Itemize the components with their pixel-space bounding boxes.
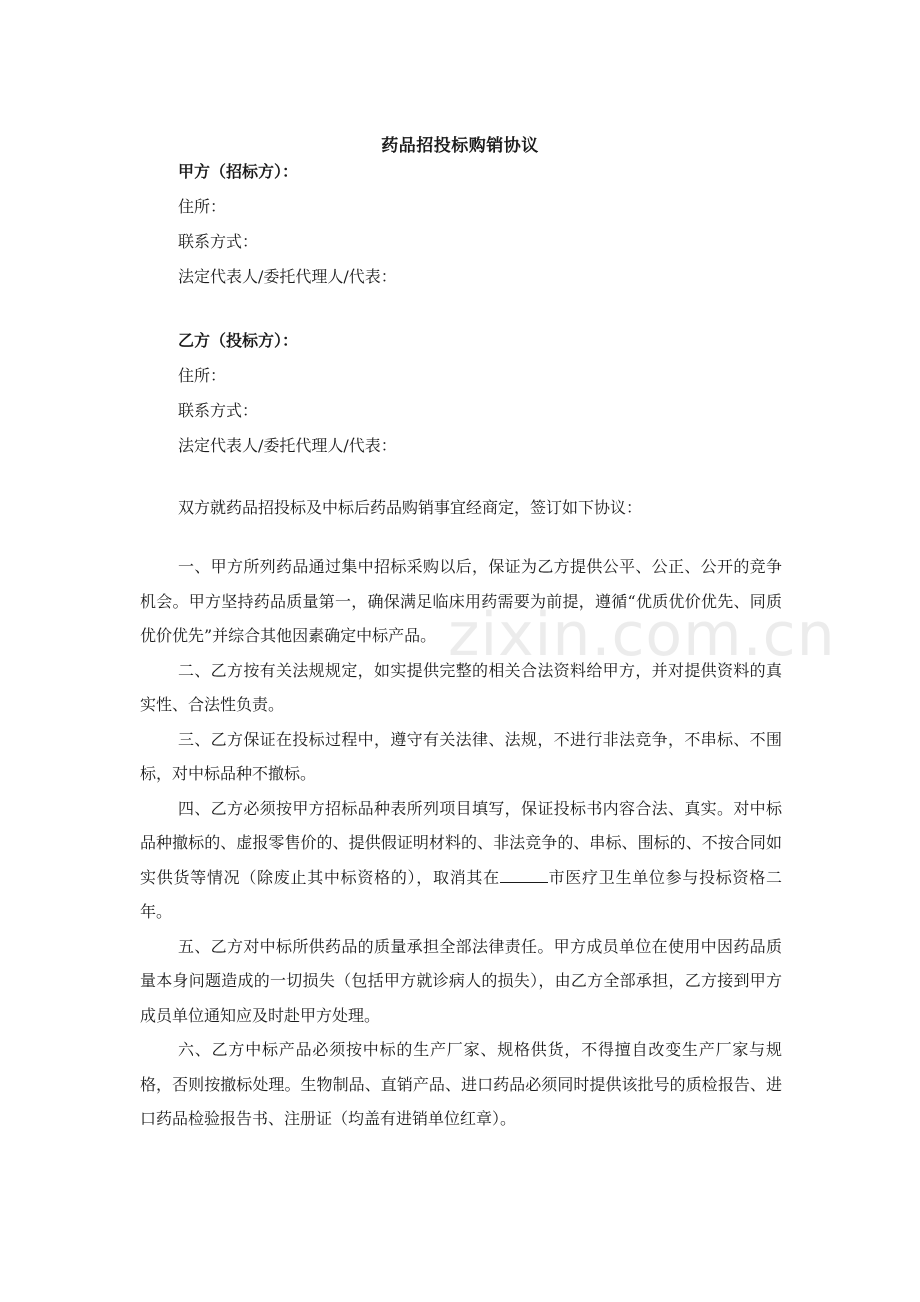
- party-a-section: [178, 155, 782, 294]
- clause-6: 六、乙方中标产品必须按中标的生产厂家、规格供货，不得擅自改变生产厂家与规格，否则按撤标处理。生物制品、直销产品、进口药品必须同时提供该批号的质检报告、进口药品检验报告书、注册证（均盖有进销单位红章）。: [140, 1040, 782, 1128]
- party-b-representative-label: 法定代表人/委托代理人/代表：: [178, 436, 397, 455]
- party-a-contact-label: 联系方式：: [178, 232, 259, 251]
- party-b-section: [178, 324, 782, 463]
- clause-4: [140, 792, 782, 930]
- city-blank-field: [500, 864, 548, 883]
- agreement-intro: 双方就药品招投标及中标后药品购销事宜经商定，签订如下协议：: [178, 498, 643, 517]
- party-b-address-label: 住所：: [178, 366, 227, 385]
- clause-1: 一、甲方所列药品通过集中招标采购以后，保证为乙方提供公平、公正、公开的竞争机会。甲方坚持药品质量第一，确保满足临床用药需要为前提，遵循“优质优价优先、同质优价优先”并综合其他因素确定中标产品。: [140, 557, 782, 645]
- party-b-heading: 乙方（投标方）：: [178, 331, 299, 350]
- clause-4-text-before-blank: 四、乙方必须按甲方招标品种表所列项目填写，保证投标书内容合法、真实。对中标品种撤标的、虚报零售价的、提供假证明材料的、非法竞争的、串标、围标的、不按合同如实供货等情况（除废止其中标资格的），取消其在: [140, 798, 782, 887]
- clause-4-text-after-blank: 市医疗卫生单位参与投标资格二年。: [140, 867, 782, 921]
- clause-5: 五、乙方对中标所供药品的质量承担全部法律责任。甲方成员单位在使用中因药品质量本身问题造成的一切损失（包括甲方就诊病人的损失），由乙方全部承担，乙方接到甲方成员单位通知应及时赴甲方处理。: [140, 936, 782, 1025]
- party-a-address-label: 住所：: [178, 197, 227, 216]
- party-a-representative-label: 法定代表人/委托代理人/代表：: [178, 267, 397, 286]
- party-b-contact-label: 联系方式：: [178, 401, 259, 420]
- clause-list: [140, 550, 782, 1137]
- clause-2: 二、乙方按有关法规规定，如实提供完整的相关合法资料给甲方，并对提供资料的真实性、合法性负责。: [140, 660, 782, 714]
- site-watermark: zixin.com.cn: [448, 600, 836, 670]
- party-a-heading: 甲方（招标方）：: [178, 162, 299, 181]
- document-title: 药品招投标购销协议: [381, 136, 539, 156]
- clause-3: 三、乙方保证在投标过程中，遵守有关法律、法规，不进行非法竞争，不串标、不围标，对中标品种不撤标。: [140, 729, 782, 783]
